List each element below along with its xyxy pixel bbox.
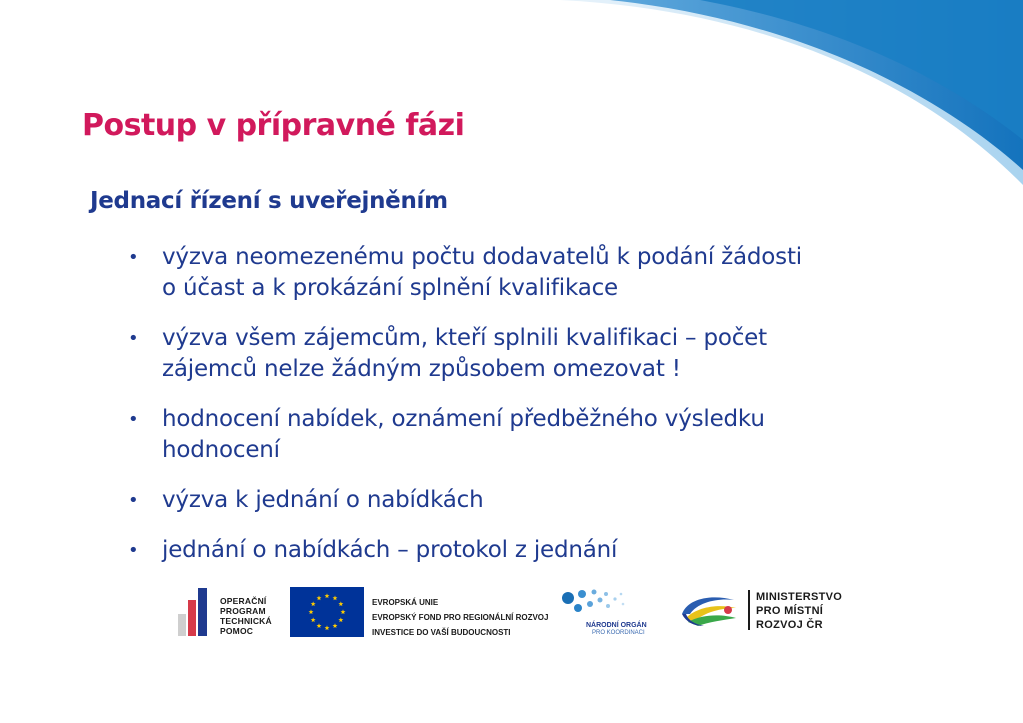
bullet-text-line: výzva k jednání o nabídkách	[162, 487, 484, 513]
eu-logo	[290, 587, 550, 637]
bullet-list	[128, 242, 948, 585]
no-logo-subtitle: PRO KOORDINACI	[592, 630, 645, 636]
bullet-marker: •	[128, 409, 139, 430]
bullet-marker: •	[128, 490, 139, 511]
bullet-marker: •	[128, 247, 139, 268]
bullet-item	[128, 404, 948, 466]
mmr-emblem-icon	[678, 592, 740, 628]
op-logo-line: OPERAČNÍ	[220, 596, 267, 606]
eu-logo-line: EVROPSKÁ UNIE	[372, 598, 439, 607]
op-logo-line: TECHNICKÁ	[220, 616, 272, 626]
narodni-organ-logo	[560, 586, 650, 638]
bullet-marker: •	[128, 328, 139, 349]
bullet-text-line: o účast a k prokázání splnění kvalifikace	[162, 275, 619, 301]
bullet-text-line: zájemců nelze žádným způsobem omezovat !	[162, 356, 681, 382]
eu-logo-line: INVESTICE DO VAŠÍ BUDOUCNOSTI	[372, 628, 511, 637]
mmr-logo-line: ROZVOJ ČR	[756, 619, 823, 631]
op-technicka-pomoc-logo	[176, 586, 276, 638]
mmr-logo-line: PRO MÍSTNÍ	[756, 605, 824, 617]
mmr-divider	[748, 590, 750, 630]
eu-logo-text	[372, 595, 548, 640]
bullet-item	[128, 242, 948, 304]
bullet-item	[128, 323, 948, 385]
dots-cluster-icon	[560, 586, 630, 618]
slide-subtitle: Jednací řízení s uveřejněním	[90, 188, 448, 214]
op-logo-line: POMOC	[220, 626, 254, 636]
op-logo-text	[220, 596, 272, 636]
mmr-logo-line: MINISTERSTVO	[756, 591, 843, 603]
bullet-text-line: jednání o nabídkách – protokol z jednání	[162, 537, 618, 563]
op-logo-line: PROGRAM	[220, 606, 266, 616]
bullet-text-line: hodnocení nabídek, oznámení předběžného výsledku	[162, 406, 765, 432]
bullet-text-line: hodnocení	[162, 437, 280, 463]
mmr-logo	[678, 588, 858, 634]
eu-logo-line: EVROPSKÝ FOND PRO REGIONÁLNÍ ROZVOJ	[372, 613, 549, 622]
bullet-text-line: výzva neomezenému počtu dodavatelů k podání žádosti	[162, 244, 802, 270]
mmr-logo-text	[756, 590, 842, 632]
bullet-marker: •	[128, 540, 139, 561]
slide-title: Postup v přípravné fázi	[82, 108, 465, 143]
op-bars-icon	[176, 586, 216, 638]
bullet-item	[128, 485, 948, 516]
eu-flag-icon	[290, 587, 364, 637]
bullet-text-line: výzva všem zájemcům, kteří splnili kvalifikaci – počet	[162, 325, 767, 351]
no-logo-title: NÁRODNÍ ORGÁN	[586, 622, 647, 629]
bullet-item	[128, 535, 948, 566]
